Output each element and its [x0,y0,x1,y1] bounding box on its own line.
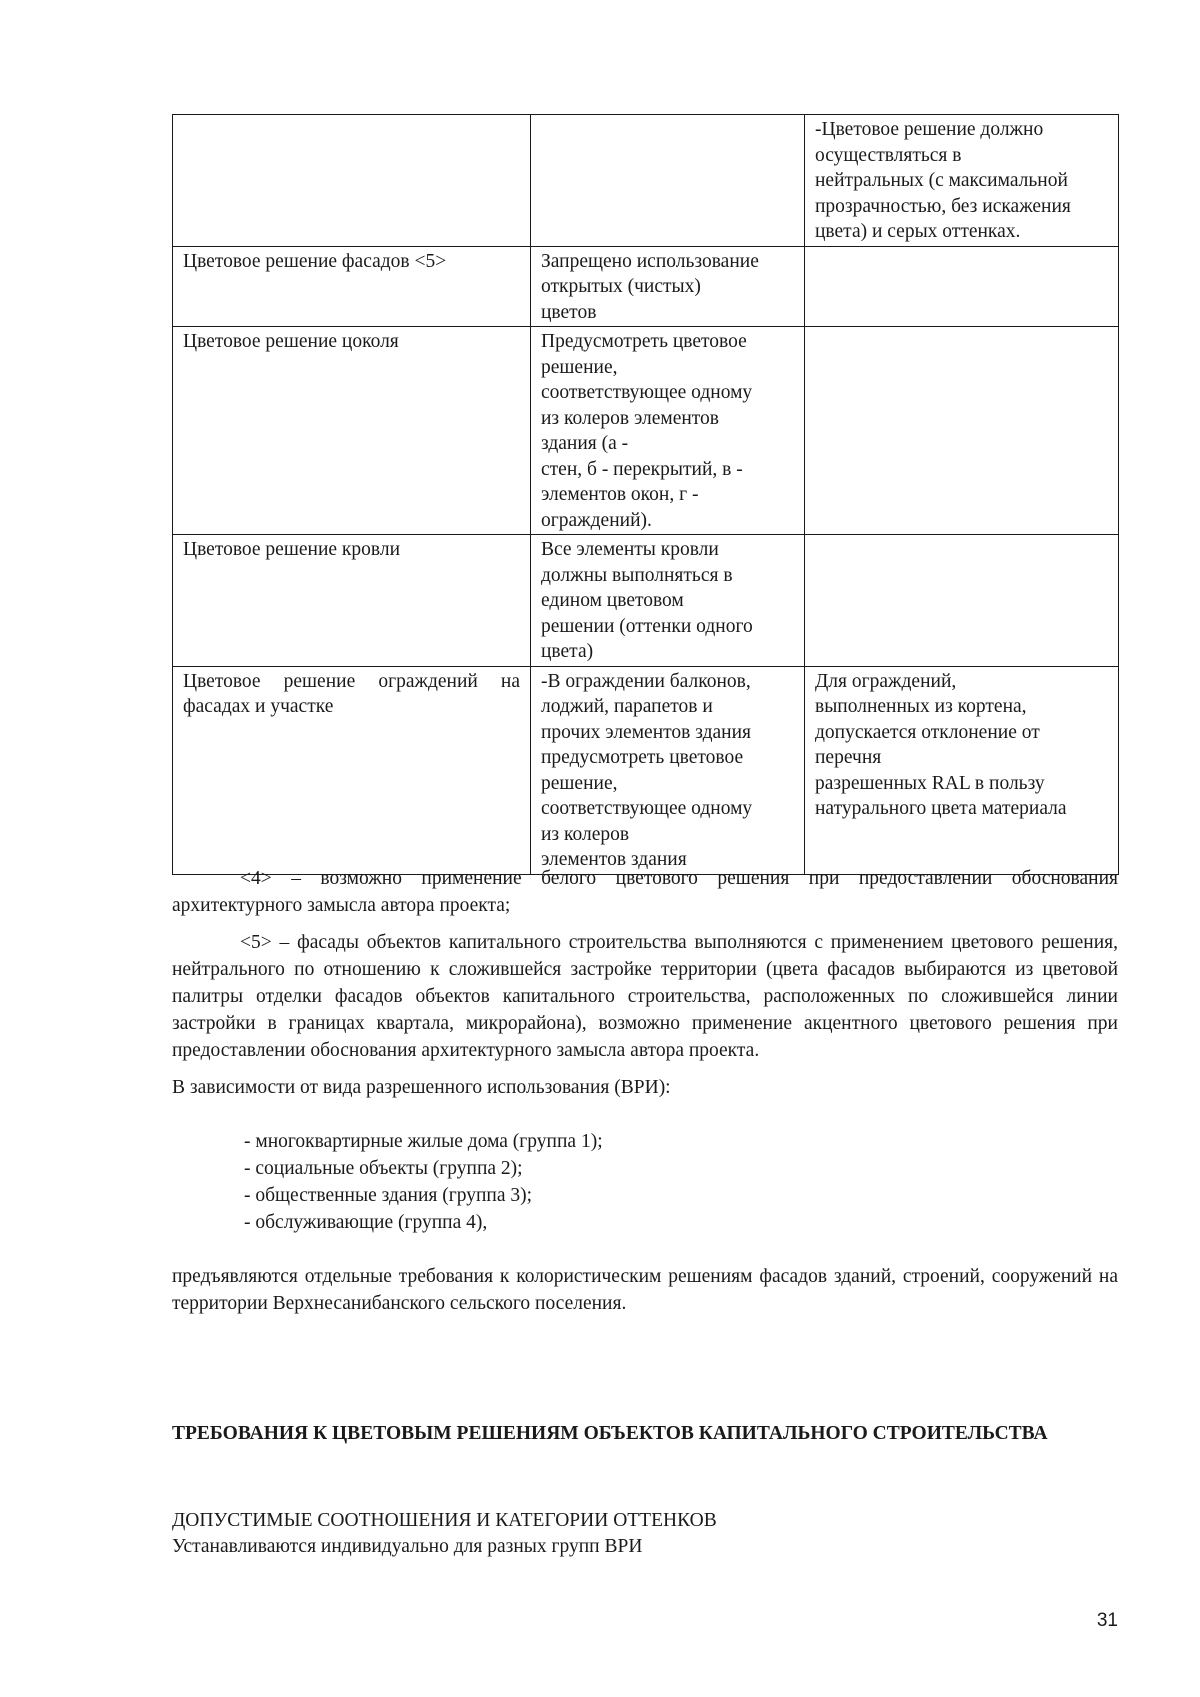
cell-line: перечня [815,747,882,768]
subsection-heading: ДОПУСТИМЫЕ СООТНОШЕНИЯ И КАТЕГОРИИ ОТТЕНКОВ [172,1510,717,1531]
table-row [173,246,1119,327]
table-cell [531,666,805,874]
cell-line: цвета) и серых оттенках. [815,221,1021,242]
table-cell [173,246,531,327]
table-cell [805,246,1119,327]
cell-line: Предусмотреть цветовое [541,331,747,352]
table-cell [173,327,531,535]
table-cell [173,535,531,667]
list-item: - социальные объекты (группа 2); [244,1158,523,1179]
cell-line: из колеров [541,823,630,845]
cell-line: нейтральных (с максимальной [815,170,1068,191]
table-cell [173,115,531,247]
cell-line: предусмотреть цветовое [541,747,744,768]
table-row [173,327,1119,535]
cell-line: выполненных из кортена, [815,696,1027,717]
list-item: - общественные здания (группа 3); [244,1185,533,1206]
subsection [172,1508,1118,1560]
cell-line: осуществляться в [815,144,962,166]
footnote-5: <5> – фасады объектов капитального строительства выполняются с применением цветового решения, нейтрального по отношению к сложившейся застройке территории (цвета фасадов выбираются из цветовой палитры отделки фасадов объектов капитального строительства, расположенных по сложившейся линии застройки в границах квартала, микрорайона), возможно применение акцентного цветового решения при предоставлении обоснования архитектурного замысла автора проекта. [172,932,1118,1061]
cell-line: разрешенных RAL в пользу [815,772,1045,794]
table-cell [531,246,805,327]
cell-line: соответствующее одному [541,382,753,403]
color-requirements-table [172,114,1119,875]
table-cell [805,327,1119,535]
cell-line: прозрачностью, без искажения [815,195,1071,217]
cell-line: натурального цвета материала [815,798,1067,819]
cell-line: цвета) [541,641,594,662]
cell-line: прочих элементов здания [541,721,751,743]
footnotes-section [172,865,1118,1317]
cell-line: решении (оттенки одного [541,615,753,637]
cell-line: решение, [541,772,618,794]
cell-line: Для ограждений, [815,670,957,692]
cell-line: допускается отклонение от [815,721,1040,743]
cell-line: Запрещено использование [541,250,759,272]
cell-line: открытых (чистых) [541,276,701,297]
vri-intro: В зависимости от вида разрешенного использования (ВРИ): [172,1077,671,1098]
cell-line: цветов [541,301,597,323]
table-cell: Цветовое решение ограждений на фасадах и участке [173,666,531,874]
vri-group-list [172,1128,1118,1236]
table-cell [531,327,805,535]
cell-line: лоджий, парапетов и [541,696,713,717]
cell-line: здания (а - [541,433,629,454]
list-item: - обслуживающие (группа 4), [244,1212,488,1233]
cell-line: решение, [541,356,618,378]
cell-line: из колеров элементов [541,407,720,429]
cell-line: едином цветовом [541,590,684,611]
section-heading: ТРЕБОВАНИЯ К ЦВЕТОВЫМ РЕШЕНИЯМ ОБЪЕКТОВ КАПИТАЛЬНОГО СТРОИТЕЛЬСТВА [172,1423,1048,1444]
vri-outro: предъявляются отдельные требования к колористическим решениям фасадов зданий, строений, сооружений на территории Верхнесанибанского сельского поселения. [172,1266,1118,1314]
table-cell [805,115,1119,247]
cell-line: Цветовое решение фасадов <5> [183,250,447,272]
table-cell [531,115,805,247]
cell-line: Цветовое решение кровли [183,539,401,560]
page-number: 31 [1096,1610,1118,1631]
cell-line: элементов окон, г - [541,484,699,505]
table-row [173,666,1119,874]
subsection-text: Устанавливаются индивидуально для разных групп ВРИ [172,1536,643,1557]
table-row [173,535,1119,667]
cell-line: элементов здания [541,849,687,870]
table-row [173,115,1119,247]
footnote-4: <4> – возможно применение белого цветового решения при предоставлении обоснования архитектурного замысла автора проекта; [172,868,1118,916]
cell-line: должны выполняться в [541,564,733,586]
cell-line: Цветовое решение цоколя [183,331,399,352]
cell-line: стен, б - перекрытий, в - [541,458,743,480]
table-cell [531,535,805,667]
cell-line: -Цветовое решение должно [815,119,1044,140]
list-item: - многоквартирные жилые дома (группа 1); [244,1131,603,1152]
cell-line: Все элементы кровли [541,539,719,560]
cell-line: ограждений). [541,509,652,531]
table-cell [805,535,1119,667]
cell-line: -В ограждении балконов, [541,670,751,692]
cell-line: соответствующее одному [541,798,753,819]
table-cell [805,666,1119,874]
